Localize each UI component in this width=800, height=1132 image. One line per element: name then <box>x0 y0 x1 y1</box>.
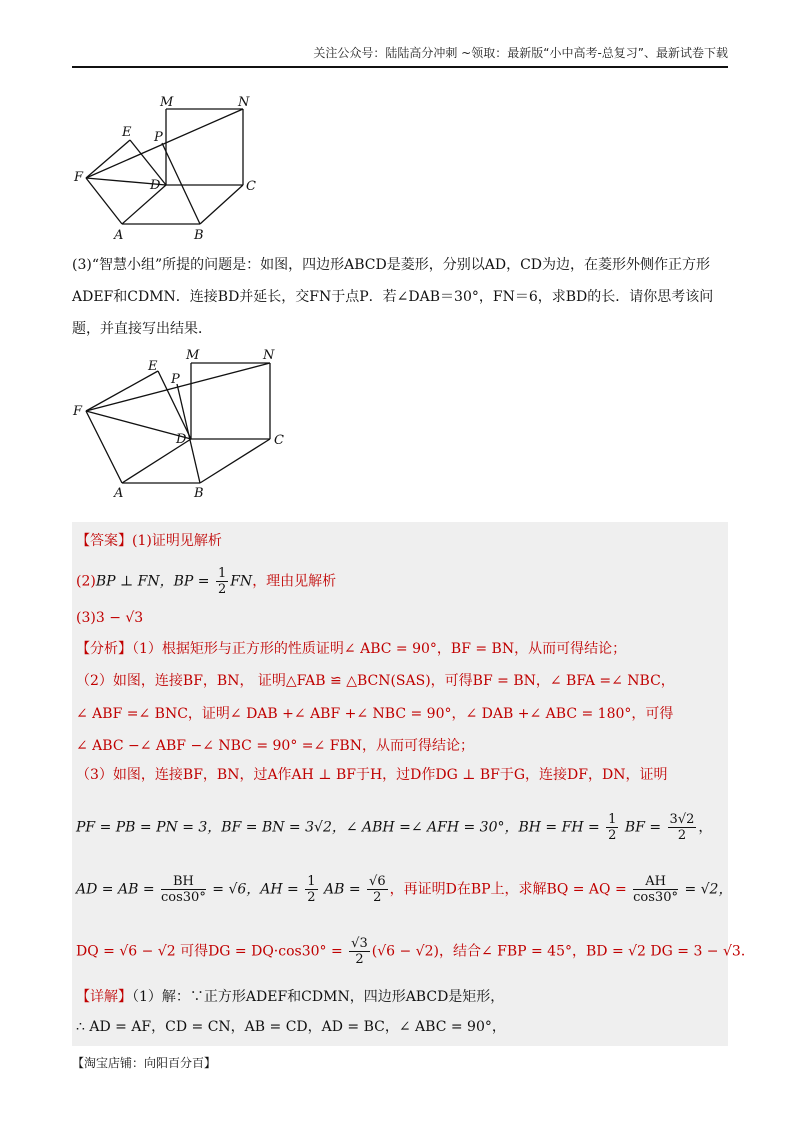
edge-fe <box>86 140 130 178</box>
label-m: M <box>160 95 174 110</box>
analysis-line-5: （3）如图，连接BF，BN，过A作AH ⊥ BF于H，过D作DG ⊥ BF于G，连接DF，DN，证明 <box>76 767 668 783</box>
label-d: D <box>150 178 161 193</box>
answer-2-text: ，理由见解析 <box>252 573 337 590</box>
answer-tag: 【答案】 <box>76 533 132 549</box>
analysis-7-fraction-3: $\frac{√6}{2}$ <box>369 874 386 905</box>
question-3-line-1: (3)“智慧小组”所提的问题是：如图，四边形ABCD是菱形，分别以AD，CD为边，在菱形外侧作正方形 <box>72 257 711 273</box>
edge-bc <box>200 185 243 224</box>
label-c: C <box>274 433 284 448</box>
analysis-line-3: ∠ ABF =∠ BNC，证明∠ DAB +∠ ABF +∠ NBC = 90°，∠ DAB +∠ ABC = 180°，可得 <box>76 706 674 722</box>
label-c: C <box>246 179 256 194</box>
analysis-8-fraction: $\frac{√3}{2}$ <box>351 936 368 967</box>
detail-line-2: ∴ AD = AF，CD = CN，AB = CD，AD = BC，∠ ABC = 90°， <box>76 1019 506 1035</box>
answer-line-3 <box>76 610 143 626</box>
analysis-6-fraction-1: $\frac{1}{2}$ <box>608 812 617 843</box>
edge-ed <box>130 140 166 185</box>
analysis-6-fraction-2: $\frac{3√2}{2}$ <box>669 812 695 843</box>
answer-3: (3)3 − √3 <box>76 610 144 626</box>
analysis-line-8: DQ = √6 − √2 可得DG = DQ·cos30° = $\frac{√3}{2}$ (√6 − √2)，结合∠ FBP = 45°，BD = √2 DG = 3 − √3． <box>76 936 755 967</box>
answer-line-1 <box>76 530 222 550</box>
label-e: E <box>148 359 158 374</box>
question-3-line-2: ADEF和CDMN．连接BD并延长，交FN于点P．若∠DAB＝30°，FN＝6，求BD的长．请你思考该问 <box>72 289 714 305</box>
answer-2-math: BP ⊥ FN，BP = <box>95 573 210 590</box>
label-n: N <box>238 95 250 110</box>
label-a: A <box>114 228 124 243</box>
analysis-line-1: 【分析】（1）根据矩形与正方形的性质证明∠ ABC = 90°，BF = BN，从而可得结论； <box>76 641 627 657</box>
analysis-line-2: （2）如图，连接BF，BN， 证明△FAB ≌ △BCN(SAS)，可得BF = BN，∠ BFA =∠ NBC， <box>76 673 675 689</box>
answer-line-2 <box>76 566 336 597</box>
answer-panel <box>72 522 728 1046</box>
answer-2-math-2: FN <box>230 573 253 590</box>
analysis-line-6: PF = PB = PN = 3，BF = BN = 3√2，∠ ABH =∠ AFH = 30°，BH = FH = $\frac{1}{2}$ BF = $\frac{3√2}{2}$ ， <box>76 812 713 843</box>
page-footer: 【淘宝店铺：向阳百分百】 <box>72 1056 217 1070</box>
answer-1: (1)证明见解析 <box>132 533 222 549</box>
label-b: B <box>194 228 204 243</box>
analysis-line-7: AD = AB = $\frac{BH}{\cos 30^\circ}$ = √6，AH = $\frac{1}{2}$ AB = $\frac{√6}{2}$ ，再证明D在BP上，求解BQ = AQ = $\frac{AH}{\cos 30^\circ}$ = √2， <box>76 874 733 905</box>
header-divider <box>72 66 728 68</box>
edge-fa <box>86 178 122 224</box>
edge-fn <box>86 109 243 178</box>
label-p: P <box>171 372 180 387</box>
edge-fe <box>86 371 158 411</box>
figure-1 <box>70 90 270 246</box>
analysis-7-fraction-1: $\frac{BH}{\cos 30^\circ}$ <box>161 874 206 905</box>
analysis-7-fraction-4: $\frac{AH}{\cos 30^\circ}$ <box>633 874 678 905</box>
label-m: M <box>186 348 200 363</box>
analysis-line-4: ∠ ABC −∠ ABF −∠ NBC = 90° =∠ FBN，从而可得结论； <box>76 738 474 754</box>
analysis-7-fraction-2: $\frac{1}{2}$ <box>307 874 316 905</box>
label-b: B <box>194 486 204 501</box>
label-d: D <box>176 432 187 447</box>
analysis-tag: 【分析】 <box>76 641 132 657</box>
label-n: N <box>263 348 275 363</box>
edge-bp <box>162 143 200 224</box>
label-f: F <box>73 404 83 419</box>
label-a: A <box>114 486 124 501</box>
label-e: E <box>122 125 132 140</box>
figure-2 <box>70 343 290 503</box>
label-f: F <box>74 170 84 185</box>
answer-2-prefix: (2) <box>76 573 96 590</box>
detail-tag: 【详解】 <box>76 989 132 1005</box>
edge-bc <box>200 439 270 483</box>
edge-fa <box>86 411 122 483</box>
question-3-line-3: 题，并直接写出结果． <box>72 321 212 337</box>
answer-2-fraction: $\frac{1}{2}$ <box>217 566 227 597</box>
detail-line-1: 【详解】（1）解：∵正方形ADEF和CDMN，四边形ABCD是矩形， <box>76 989 505 1005</box>
label-p: P <box>154 130 163 145</box>
page-header: 关注公众号：陆陆高分冲刺 ~领取：最新版“小中高考-总复习”、最新试卷下载 <box>313 46 728 60</box>
